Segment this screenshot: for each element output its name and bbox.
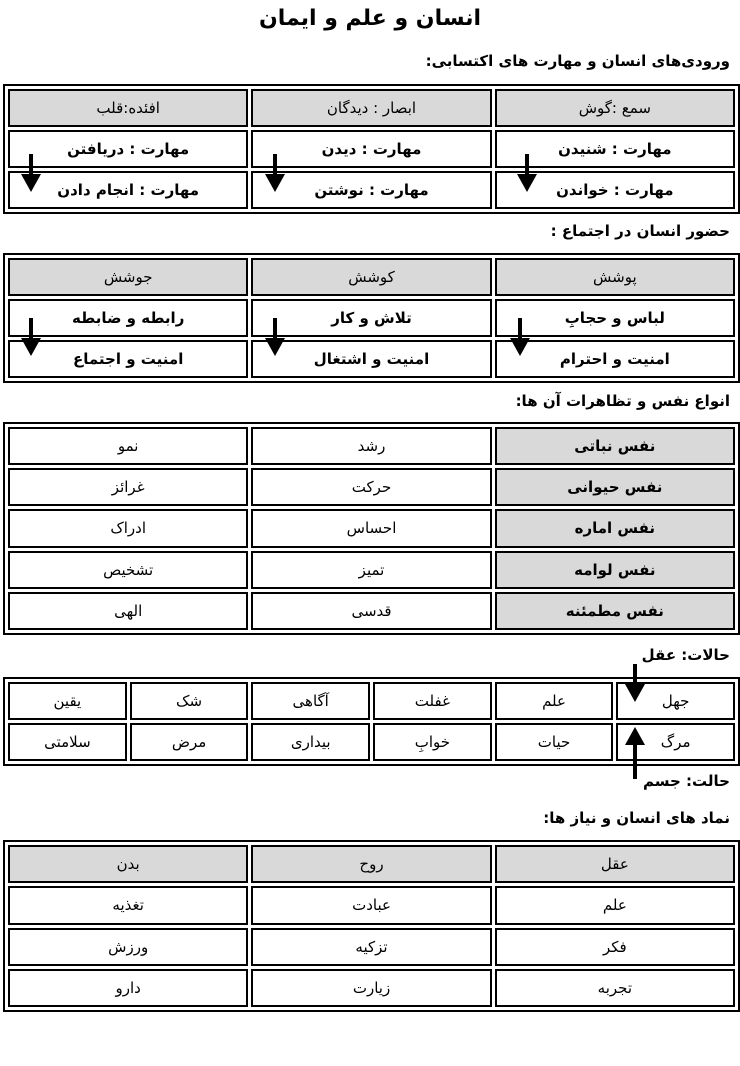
section1-heading: ورودی‌های انسان و مهارت های اکتسابی: [425,52,730,70]
section3-cell-5-1: نفس مطمئنه [495,592,735,630]
section5-header-1: عقل [495,845,735,883]
section5-cell-2-3: ورزش [8,928,248,966]
section4-cell-2-6: سلامتی [8,723,127,761]
section1-header-3: افئده:قلب [8,89,248,127]
page-title: انسان و علم و ایمان [258,6,482,31]
section4-cell-1-4: آگاهی [251,682,370,720]
section3-cell-2-2: حرکت [251,468,491,506]
section4-heading-top: حالات: عقل [641,646,730,664]
section3-cell-4-2: تمیز [251,551,491,589]
section3-cell-3-1: نفس اماره [495,509,735,547]
section2-cell-2-3: امنیت و اجتماع [8,340,248,378]
section3-cell-2-3: غرائز [8,468,248,506]
section3-cell-1-3: نمو [8,427,248,465]
section1-header-1: سمع :گوش [495,89,735,127]
section5-cell-1-2: عبادت [251,886,491,924]
section2-cell-1-3: رابطه و ضابطه [8,299,248,337]
section5-cell-3-2: زیارت [251,969,491,1007]
section4-cell-2-4: بیداری [251,723,370,761]
section4-cell-1-2: علم [495,682,614,720]
section5-cell-3-1: تجربه [495,969,735,1007]
section5-header-2: روح [251,845,491,883]
section3-cell-4-3: تشخیص [8,551,248,589]
section1-table [3,84,740,214]
section1-cell-1-1: مهارت : شنیدن [495,130,735,168]
section3-table [3,422,740,635]
section4-heading-bottom: حالت: جسم [642,772,730,790]
section1-cell-1-3: مهارت : دریافتن [8,130,248,168]
section5-cell-1-1: علم [495,886,735,924]
section5-header-3: بدن [8,845,248,883]
section4-cell-1-1: جهل [616,682,735,720]
section4-cell-2-5: مرض [130,723,249,761]
section3-cell-5-3: الهی [8,592,248,630]
section2-cell-2-1: امنیت و احترام [495,340,735,378]
section2-heading: حضور انسان در اجتماع : [550,222,730,240]
section3-cell-1-1: نفس نباتی [495,427,735,465]
section1-header-2: ابصار : دیدگان [251,89,491,127]
section1-cell-1-2: مهارت : دیدن [251,130,491,168]
section4-cell-1-5: شک [130,682,249,720]
section3-cell-2-1: نفس حیوانی [495,468,735,506]
section5-cell-3-3: دارو [8,969,248,1007]
section5-heading: نماد های انسان و نیاز ها: [543,809,730,827]
section5-cell-2-1: فکر [495,928,735,966]
section5-cell-2-2: تزکیه [251,928,491,966]
section2-header-1: پوشش [495,258,735,296]
section3-cell-5-2: قدسی [251,592,491,630]
section3-cell-3-2: احساس [251,509,491,547]
section1-cell-2-1: مهارت : خواندن [495,171,735,209]
section2-header-2: کوشش [251,258,491,296]
section3-cell-4-1: نفس لوامه [495,551,735,589]
section1-cell-2-3: مهارت : انجام دادن [8,171,248,209]
section4-cell-1-6: یقین [8,682,127,720]
section5-table [3,840,740,1012]
section2-cell-1-2: تلاش و کار [251,299,491,337]
section3-cell-1-2: رشد [251,427,491,465]
section4-cell-2-3: خوابِ [373,723,492,761]
section3-heading: انواع نفس و تظاهرات آن ها: [515,392,730,410]
section2-header-3: جوشش [8,258,248,296]
section5-cell-1-3: تغذیه [8,886,248,924]
section1-cell-2-2: مهارت : نوشتن [251,171,491,209]
section2-cell-2-2: امنیت و اشتغال [251,340,491,378]
section3-cell-3-3: ادراک [8,509,248,547]
section4-cell-1-3: غفلت [373,682,492,720]
section2-cell-1-1: لباس و حجابِ [495,299,735,337]
section4-cell-2-2: حیات [495,723,614,761]
section4-cell-2-1: مرگ [616,723,735,761]
section2-table [3,253,740,383]
